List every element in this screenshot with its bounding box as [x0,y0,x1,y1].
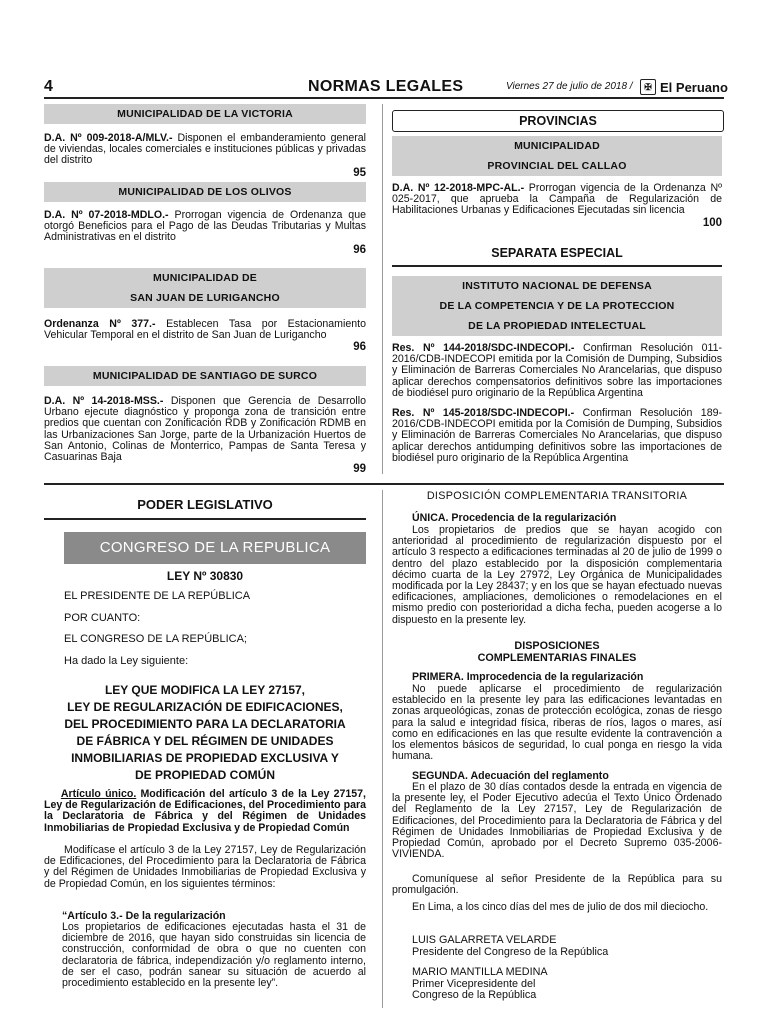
law-line: POR CUANTO: [64,612,141,624]
section-bar-san-juan: MUNICIPALIDAD DE SAN JUAN DE LURIGANCHO [44,268,366,308]
page-ref: 96 [353,341,366,354]
en-lima: En Lima, a los cinco días del mes de julio de dos mil dieciocho. [412,901,709,913]
finales-heading: DISPOSICIONES COMPLEMENTARIAS FINALES [477,640,637,664]
comuniquese: Comuníquese al señor Presidente de la República para su promulgación. [392,873,722,897]
newspaper-name: El Peruano [660,79,728,95]
section-title: NORMAS LEGALES [308,78,464,95]
issue-date: Viernes 27 de julio de 2018 / [506,81,633,92]
segunda-body: En el plazo de 30 días contados desde la entrada en vigencia de la presente ley, el Poder Ejecutivo adecúa el Texto Único Ordenado del Reglamento de la Ley 27157, Ley de Regularización de Edificaciones, del Procedimiento para la Declaratoria de Fábrica y del Régimen de Unidades Inmobiliarias de Propiedad Exclusiva y de Propiedad Común, aprobado por el Decreto Supremo 035-2006-VIVIENDA. [392,781,722,861]
section-bar-indecopi: INSTITUTO NACIONAL DE DEFENSA DE LA COMPETENCIA Y DE LA PROTECCION DE LA PROPIEDAD INTELECTUAL [392,276,722,336]
poder-rule [44,518,366,520]
section-bar-la-victoria: MUNICIPALIDAD DE LA VICTORIA [44,104,366,124]
column-divider [382,490,383,1008]
transitoria-heading: DISPOSICIÓN COMPLEMENTARIA TRANSITORIA [426,490,688,502]
page-ref: 95 [353,166,366,179]
law-line: Ha dado la Ley siguiente: [64,655,189,667]
newspaper-logo [640,79,728,95]
column-divider [382,104,383,474]
index-entry: Ordenanza Nº 377.- Establecen Tasa por Estacionamiento Vehicular Temporal en el distrito de San Juan de Lurigancho 96 [44,318,366,354]
provincias-label: PROVINCIAS [392,110,724,132]
index-entry: Res. Nº 144-2018/SDC-INDECOPI.- Confirman Resolución 011-2016/CDB-INDECOPI emitida por la Comisión de Dumping, Subsidios y Eliminación de Barreras Comerciales No Arancelarias, que dispuso aplicar derechos compensatorios definitivos sobre las importaciones de biodiésel puro originario de la República Argentina [392,342,722,399]
header-rule [44,97,724,99]
section-bar-los-olivos: MUNICIPALIDAD DE LOS OLIVOS [44,182,366,202]
signatory-1: LUIS GALARRETA VELARDE Presidente del Congreso de la República [412,934,609,958]
page-ref: 100 [702,216,722,229]
separata-rule [392,265,722,267]
articulo-unico: Artículo único. Modificación del artículo 3 de la Ley 27157, Ley de Regularización de Edificaciones, del Procedimiento para la Declaratoria de Fábrica y del Régimen de Unidades Inmobiliarias de Propiedad Exclusiva y de Propiedad Común [44,788,366,834]
poder-legislativo-heading: PODER LEGISLATIVO [137,497,273,512]
page-ref: 96 [353,243,366,256]
section-rule [44,483,724,485]
primera-body: No puede aplicarse el procedimiento de regularización establecido en la presente ley para las edificaciones levantadas en zonas arqueológicas, zonas de protección ecológica, zonas de riesgo para la salud e integridad física, riberas de ríos, lagos o mares, así como en edificaciones en las que resulte evidente la contravención a los elementos básicos de seguridad, lo cual ponga en riesgo la vida humana. [392,683,722,763]
section-bar-callao: MUNICIPALIDAD PROVINCIAL DEL CALLAO [392,136,722,176]
section-bar-surco: MUNICIPALIDAD DE SANTIAGO DE SURCO [44,366,366,386]
law-line: EL CONGRESO DE LA REPÚBLICA; [64,633,247,645]
ley-number: LEY Nº 30830 [166,569,244,583]
page-ref: 99 [353,463,366,476]
index-entry: D.A. Nº 14-2018-MSS.- Disponen que Gerencia de Desarrollo Urbano ejecute diagnóstico y proponga zona de transición entre predios que cuentan con Zonificación RDB y Zonificación RDMB en las Urbanizaciones San Jorge, parte de la Urbanización Huertos de San Antonio, Colinas de Monterrico, Pampas de Santa Teresa y Casuarinas Baja 99 [44,395,366,476]
primera-heading: PRIMERA. Improcedencia de la regularización [412,671,644,683]
crest-icon: ✠ [640,79,656,95]
separata-label: SEPARATA ESPECIAL [491,246,623,260]
unica-heading: ÚNICA. Procedencia de la regularización [412,512,617,524]
law-title: LEY QUE MODIFICA LA LEY 27157, LEY DE REGULARIZACIÓN DE EDIFICACIONES, DEL PROCEDIMIENTO PARA LA DECLARATORIA DE FÁBRICA Y DEL RÉGIMEN DE UNIDADES INMOBILIARIAS DE PROPIEDAD EXCLUSIVA Y DE PROPIEDAD COMÚN [64,683,346,782]
signatory-2: MARIO MANTILLA MEDINA Primer Vicepresidente del Congreso de la República [412,966,548,1001]
articulo-3-heading: “Artículo 3.- De la regularización [62,910,226,922]
page-number: 4 [44,78,53,95]
unica-body: Los propietarios de predios que se hayan acogido con anterioridad al procedimiento de regularización dispuesto por el artículo 3 respecto a edificaciones terminadas al 20 de julio de 1999 o dentro del plazo establecido por la disposición complementaria décimo cuarta de la Ley 27972, Ley Orgánica de Municipalidades modificada por la Ley 28437; y en los que se hayan efectuado nuevas edificaciones, ampliaciones, demoliciones o remodelaciones en el mismo predio con posterioridad a dicha fecha, pueden acogerse a lo dispuesto en la presente ley. [392,524,722,626]
index-entry: D.A. Nº 12-2018-MPC-AL.- Prorrogan vigencia de la Ordenanza Nº 025-2017, que aprueba la Campaña de Regularización de Habilitaciones Urbanas y Edificaciones Ejecutadas sin licencia 100 [392,182,722,229]
congreso-banner: CONGRESO DE LA REPUBLICA [64,532,366,564]
index-entry: D.A. Nº 07-2018-MDLO.- Prorrogan vigencia de Ordenanza que otorgó Beneficios para el Pago de las Deudas Tributarias y Multas Administrativas en el distrito 96 [44,209,366,256]
articulo-body: Modifícase el artículo 3 de la Ley 27157, Ley de Regularización de Edificaciones, del Procedimiento para la Declaratoria de Fábrica y del Régimen de Unidades Inmobiliarias de Propiedad Exclusiva y de Propiedad Común, en los siguientes términos: [44,844,366,890]
articulo-3-body: Los propietarios de edificaciones ejecutadas hasta el 31 de diciembre de 2016, que hayan sido construidas sin licencia de construcción, conformidad de obra o que no cuenten con declaratoria de fábrica, independización y/o reglamento interno, de ser el caso, podrán sanear su situación de acuerdo al procedimiento establecido en la presente ley”. [62,921,366,990]
index-entry: D.A. Nº 009-2018-A/MLV.- Disponen el embanderamiento general de viviendas, locales comerciales e instituciones públicas y privadas del distrito 95 [44,132,367,179]
segunda-heading: SEGUNDA. Adecuación del reglamento [412,770,609,782]
law-line: EL PRESIDENTE DE LA REPÚBLICA [64,590,251,602]
index-entry: Res. Nº 145-2018/SDC-INDECOPI.- Confirman Resolución 189-2016/CDB-INDECOPI emitida por la Comisión de Dumping, Subsidios y Eliminación de Barreras Comerciales No Arancelarias, que dispuso aplicar derechos antidumping definitivos sobre las importaciones de biodiésel puro originario de la República Argentina [392,407,723,464]
